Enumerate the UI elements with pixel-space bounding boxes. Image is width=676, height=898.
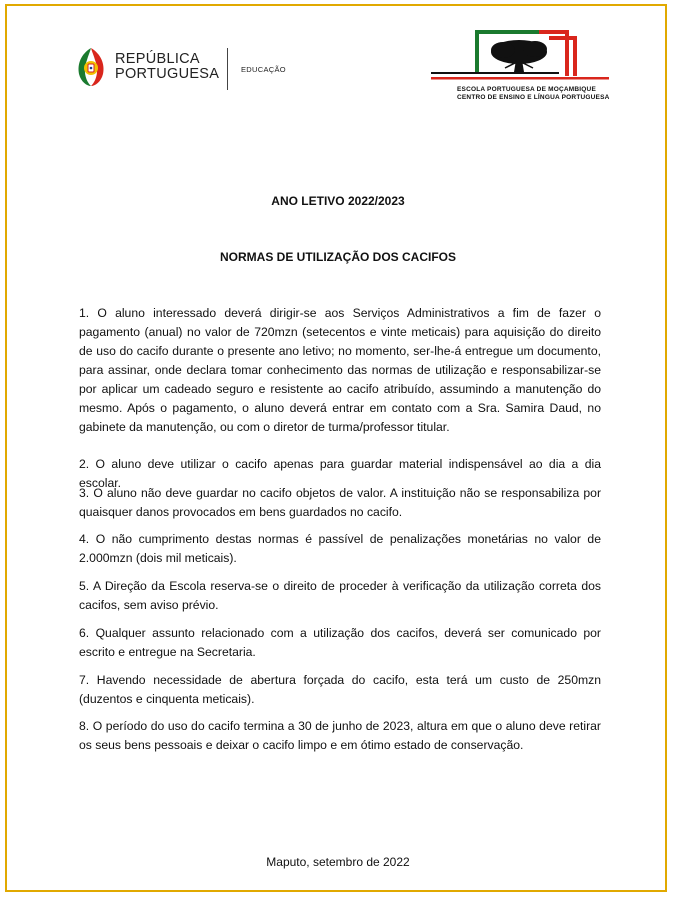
rule-paragraph-4: 4. O não cumprimento destas normas é passível de penalizações monetárias no valor de 2.000mzn (dois mil meticais).	[79, 532, 601, 565]
rule-paragraph-8: 8. O período do uso do cacifo termina a 30 de junho de 2023, altura em que o aluno deve retirar os seus bens pessoais e deixar o cacifo limpo e em ótimo estado de conservação.	[79, 719, 601, 752]
document-title: NORMAS DE UTILIZAÇÃO DOS CACIFOS	[220, 250, 456, 264]
document-page	[5, 4, 667, 892]
school-name-line1: ESCOLA PORTUGUESA DE MOÇAMBIQUE	[457, 86, 596, 93]
rule-paragraph-2: 2. O aluno deve utilizar o cacifo apenas para guardar material indispensável ao dia a dia escolar.	[79, 457, 601, 490]
rule-paragraph-7: 7. Havendo necessidade de abertura forçada do cacifo, esta terá um custo de 250mzn (duzentos e cinquenta meticais).	[79, 673, 601, 706]
school-name-line2: CENTRO DE ENSINO E LÍNGUA PORTUGUESA	[457, 94, 610, 101]
rule-paragraph-1: 1. O aluno interessado deverá dirigir-se aos Serviços Administrativos a fim de fazer o pagamento (anual) no valor de 720mzn (setecentos e vinte meticais) para aquisição do direito de uso do cacifo durante o presente ano letivo; no momento, ser-lhe-á entregue um documento, para assinar, onde declara tomar conhecimento das normas de utilização e responsabilizar-se por aplicar um cadeado seguro e resistente ao cacifo atribuído, assumindo a manutenção do mesmo. Após o pagamento, o aluno deverá entrar em contato com a Sra. Samira Daud, no gabinete da manutenção, ou com o diretor de turma/professor titular.	[79, 306, 601, 434]
department-label: EDUCAÇÃO	[241, 65, 286, 74]
school-name	[457, 86, 610, 102]
portuguese-emblem-icon	[75, 46, 107, 88]
republica-portuguesa-name	[115, 52, 219, 82]
republic-name-line1: REPÚBLICA	[115, 51, 200, 67]
school-tree-emblem-icon	[431, 24, 611, 82]
logo-divider	[227, 48, 228, 90]
school-year-heading: ANO LETIVO 2022/2023	[271, 194, 405, 208]
document-footer-place-date: Maputo, setembro de 2022	[266, 855, 410, 869]
escola-portuguesa-logo	[431, 24, 611, 114]
rule-paragraph-3: 3. O aluno não deve guardar no cacifo objetos de valor. A instituição não se responsabiliza por quaisquer danos provocados em bens guardados no cacifo.	[79, 486, 601, 519]
rule-paragraph-6: 6. Qualquer assunto relacionado com a utilização dos cacifos, deverá ser comunicado por escrito e entregue na Secretaria.	[79, 626, 601, 659]
republica-portuguesa-logo	[75, 44, 305, 96]
rule-paragraph-5: 5. A Direção da Escola reserva-se o direito de proceder à verificação da utilização correta dos cacifos, sem aviso prévio.	[79, 579, 601, 612]
republic-name-line2: PORTUGUESA	[115, 66, 220, 82]
